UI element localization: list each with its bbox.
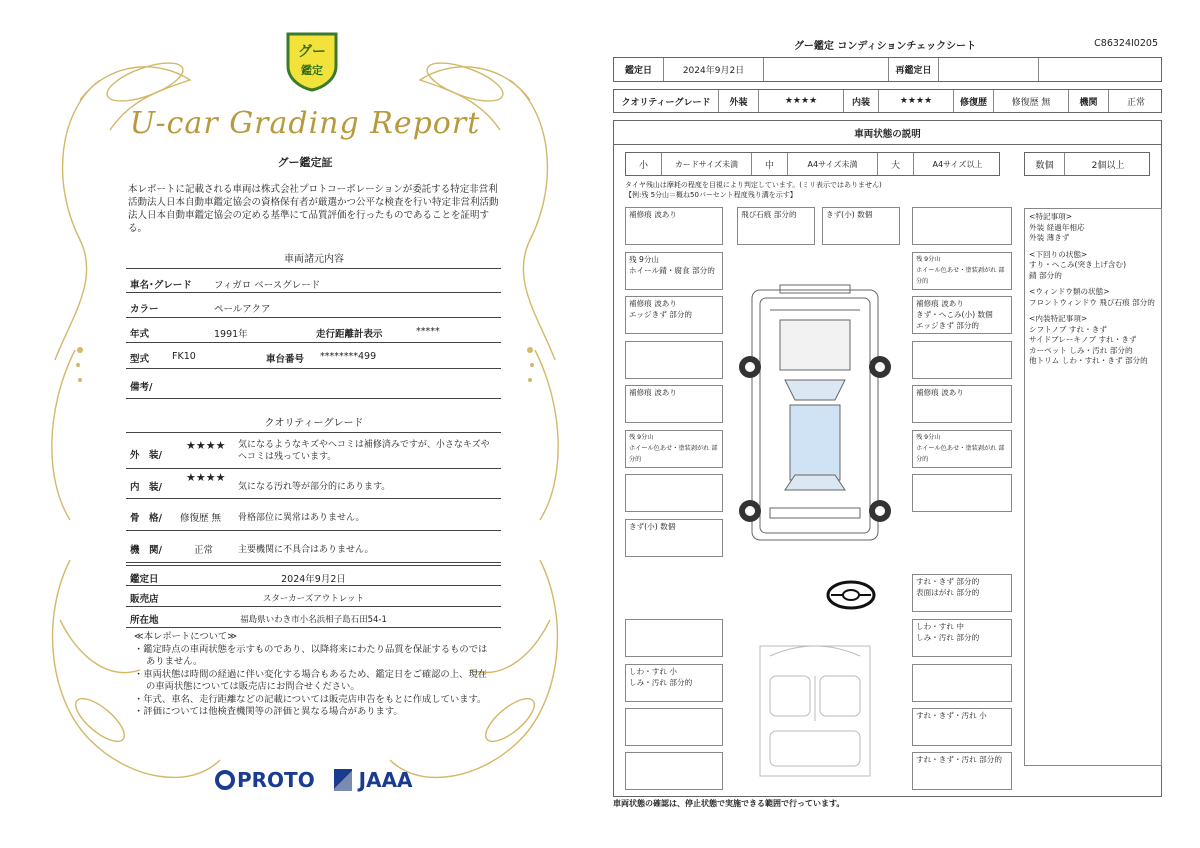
info-label: 所在地 (130, 615, 159, 626)
badge-bottom-text: 鑑定 (301, 64, 323, 77)
spec-row-color (126, 293, 501, 318)
spec-row-model (126, 343, 501, 369)
grade-value: 正常 (194, 545, 214, 556)
notes-line: 錆 部分的 (1029, 270, 1062, 280)
logo-area (215, 768, 413, 792)
grade-row-engine (126, 531, 501, 563)
interior-box (625, 752, 723, 790)
spec-row-year (126, 318, 501, 343)
condition-box: 補修痕 波あり きず・へこみ(小) 数個 エッジきず 部分的 (912, 296, 1012, 334)
grade-label: 内 装/ (130, 482, 162, 493)
condition-box: 飛び石痕 部分的 (737, 207, 815, 245)
grade-stars: ★★★★ (186, 471, 226, 484)
size-large-value: A4サイズ以上 (932, 159, 983, 169)
condition-box (912, 341, 1012, 379)
ext-stars: ★★★★ (759, 90, 844, 112)
size-large-label: 大 (878, 153, 914, 175)
condition-box: 残 9分山 ホイール色あせ・塗装剥がれ 部分的 (625, 430, 723, 468)
tire-note-1: タイヤ残山は摩耗の程度を目視により判定しています。(ミリ表示ではありません) (625, 181, 882, 189)
report-notes (134, 631, 494, 719)
date-row (613, 57, 1162, 82)
spec-row-name (126, 268, 501, 293)
repair-value: 修復歴 無 (994, 90, 1069, 112)
special-notes-panel (1024, 208, 1162, 766)
info-label: 販売店 (130, 594, 159, 605)
badge-top-text: グー (298, 44, 326, 60)
condition-check-sheet (600, 30, 1170, 820)
size-small-value: カードサイズ未満 (662, 153, 752, 175)
grading-certificate (40, 20, 570, 830)
quality-row (613, 89, 1162, 113)
condition-box: 補修痕 波あり (625, 207, 723, 245)
size-mid-label: 中 (752, 153, 788, 175)
quality-heading: クオリティーグレード (264, 418, 364, 429)
spec-label: 年式 (130, 329, 150, 340)
notes-line: サイドブレーキノブ すれ・きず (1029, 335, 1137, 344)
spec-label: カラー (130, 304, 159, 315)
date-label: 鑑定日 (614, 58, 664, 81)
condition-box: 補修痕 波あり (912, 385, 1012, 423)
redate-blank (1039, 58, 1163, 81)
info-value: スターカーズアウトレット (262, 594, 365, 604)
condition-box (912, 474, 1012, 512)
proto-logo-text: PROTO (237, 768, 315, 792)
condition-box: 残 9分山 ホイール錆・腐食 部分的 (625, 252, 723, 290)
date-blank (764, 58, 889, 81)
certificate-subtitle: グー鑑定証 (277, 156, 333, 169)
spec-label: 型式 (130, 354, 150, 365)
spec-value: 1991年 (214, 329, 248, 340)
condition-box: 補修痕 波あり (625, 385, 723, 423)
info-value: 福島県いわき市小名浜相子島石田54-1 (240, 615, 387, 625)
goo-kantei-badge-icon (284, 30, 340, 92)
grade-label: 機 関/ (130, 545, 162, 556)
report-title: U-car Grading Report (129, 106, 481, 141)
info-label: 鑑定日 (130, 574, 159, 585)
tire-note-2: 【例:残 5分山＝概ね50パーセント程度残り溝を示す】 (625, 191, 797, 199)
spec-value: フィガロ ベースグレード (214, 280, 321, 291)
grade-row-interior (126, 469, 501, 499)
jaaa-logo-text: JAAA (358, 768, 413, 792)
grade-row-frame (126, 499, 501, 531)
notes-line: カーペット しみ・汚れ 部分的 (1029, 345, 1133, 355)
grade-label: 骨 格/ (130, 513, 162, 524)
steering-wheel-icon (826, 580, 876, 610)
interior-box (912, 664, 1012, 702)
condition-box (625, 474, 723, 512)
notes-group-title: <特記事項> (1029, 212, 1073, 221)
condition-box (625, 341, 723, 379)
section-heading: 車両状態の説明 (613, 120, 1162, 145)
notes-line: シフトノブ すれ・きず (1029, 324, 1107, 334)
engine-value: 正常 (1126, 97, 1145, 108)
spec-value: ********499 (320, 351, 377, 362)
spec-heading: 車両諸元内容 (284, 254, 344, 265)
notes-line: 外装 経過年相応 (1029, 222, 1085, 232)
spec-label: 走行距離計表示 (316, 329, 383, 340)
notes-heading: ≪本レポートについて≫ (134, 631, 237, 642)
certificate-intro: 本レポートに記載される車両は株式会社プロトコーポレーションが委託する特定非営利活動法人日本自動車鑑定協会の資格保有者が厳選かつ公平な検査を行い特定非営利活動法人日本自動車鑑定協会の定める基準にて品質評価を行ったものであることを証明する。 (128, 184, 499, 234)
info-row-date (126, 565, 501, 586)
interior-box (625, 708, 723, 746)
interior-box: すれ・きず・汚れ 小 (912, 708, 1012, 746)
car-exterior-diagram (730, 270, 900, 550)
size-small-label: 小 (626, 153, 662, 175)
notes-group-underbody (1029, 250, 1157, 282)
redate-label: 再鑑定日 (889, 58, 939, 81)
condition-box: 補修痕 波あり エッジきず 部分的 (625, 296, 723, 334)
int-stars: ★★★★ (879, 90, 954, 112)
condition-box: きず(小) 数個 (822, 207, 900, 245)
grade-row-exterior (126, 432, 501, 469)
notes-group-windows (1029, 287, 1157, 308)
info-row-address (126, 607, 501, 628)
car-interior-diagram (740, 636, 890, 786)
grade-text: 骨格部位に異常はありません。 (238, 513, 365, 523)
grade-value: 修復歴 無 (180, 513, 222, 524)
notes-line: すり・へこみ(突き上げ含む) (1029, 260, 1127, 269)
date-value: 2024年9月2日 (664, 58, 764, 81)
condition-box: きず(小) 数個 (625, 519, 723, 557)
redate-value (939, 58, 1039, 81)
grade-label: 外 装/ (130, 450, 162, 461)
count-value: 2個以上 (1091, 160, 1125, 171)
sheet-title: グー鑑定 コンディションチェックシート (793, 41, 977, 52)
spec-label: 備考/ (130, 382, 153, 393)
qg-label: クオリティーグレード (614, 90, 719, 112)
spec-value: FK10 (172, 351, 196, 362)
condition-box: 残 9分山 ホイール色あせ・塗装剥がれ 部分的 (912, 430, 1012, 468)
size-legend (625, 152, 1000, 176)
interior-box (625, 619, 723, 657)
notes-group-interior (1029, 314, 1157, 367)
spec-row-remarks (126, 369, 501, 399)
size-mid-value: A4サイズ未満 (788, 153, 878, 175)
grade-stars: ★★★★ (186, 439, 226, 452)
engine-label: 機関 (1069, 90, 1109, 112)
spec-value: ***** (416, 326, 440, 337)
sheet-code: C86324I0205 (1094, 38, 1158, 49)
notes-group-title: <下回りの状態> (1029, 249, 1088, 259)
proto-logo-icon (215, 770, 235, 790)
grade-text: 主要機関に不具合はありません。 (238, 545, 374, 555)
interior-box: すれ・きず・汚れ 部分的 (912, 752, 1012, 790)
ext-label: 外装 (719, 90, 759, 112)
spec-label: 車台番号 (266, 354, 305, 365)
interior-box: しわ・すれ 中 しみ・汚れ 部分的 (912, 619, 1012, 657)
notes-line: 他トリム しわ・すれ・きず 部分的 (1029, 356, 1148, 365)
condition-box (912, 207, 1012, 245)
info-value: 2024年9月2日 (281, 574, 346, 585)
notes-line: 外装 薄きず (1029, 233, 1070, 242)
steering-condition-box: すれ・きず 部分的 表面はがれ 部分的 (912, 574, 1012, 612)
spec-value: ペールアクア (214, 304, 271, 315)
info-row-shop (126, 586, 501, 607)
note-item: ・年式、車名、走行距離などの記載については販売店申告をもとに作成しています。 (134, 693, 487, 705)
jaaa-logo-icon (334, 769, 352, 791)
int-label: 内装 (844, 90, 879, 112)
interior-box: しわ・すれ 小 しみ・汚れ 部分的 (625, 664, 723, 702)
spec-label: 車名･グレード (130, 280, 192, 291)
sheet-footer: 車両状態の確認は、停止状態で実施できる範囲で行っています。 (613, 799, 845, 808)
notes-line: フロントウィンドウ 飛び石痕 部分的 (1029, 297, 1155, 307)
note-item: ・評価については他検査機関等の評価と異なる場合があります。 (134, 706, 403, 717)
note-item: ・鑑定時点の車両状態を示すものであり、以降将来にわたり品質を保証するものではありません。 (134, 643, 488, 667)
condition-box: 残 9分山 ホイール色あせ・塗装剥がれ 部分的 (912, 252, 1012, 290)
count-legend (1024, 152, 1150, 176)
repair-label: 修復歴 (954, 90, 994, 112)
notes-group-title: <内装特記事項> (1029, 314, 1088, 323)
notes-group-exterior (1029, 212, 1157, 244)
notes-group-title: <ウィンドウ類の状態> (1029, 287, 1110, 296)
note-item: ・車両状態は時間の経過に伴い変化する場合もあるため、鑑定日をご確認の上、現在の車両状態については販売店にお問合せください。 (134, 668, 487, 692)
grade-text: 気になるようなキズやヘコミは補修済みですが、小さなキズやヘコミは残っています。 (238, 440, 490, 462)
count-label: 数個 (1025, 153, 1065, 175)
grade-text: 気になる汚れ等が部分的にあります。 (238, 482, 391, 492)
